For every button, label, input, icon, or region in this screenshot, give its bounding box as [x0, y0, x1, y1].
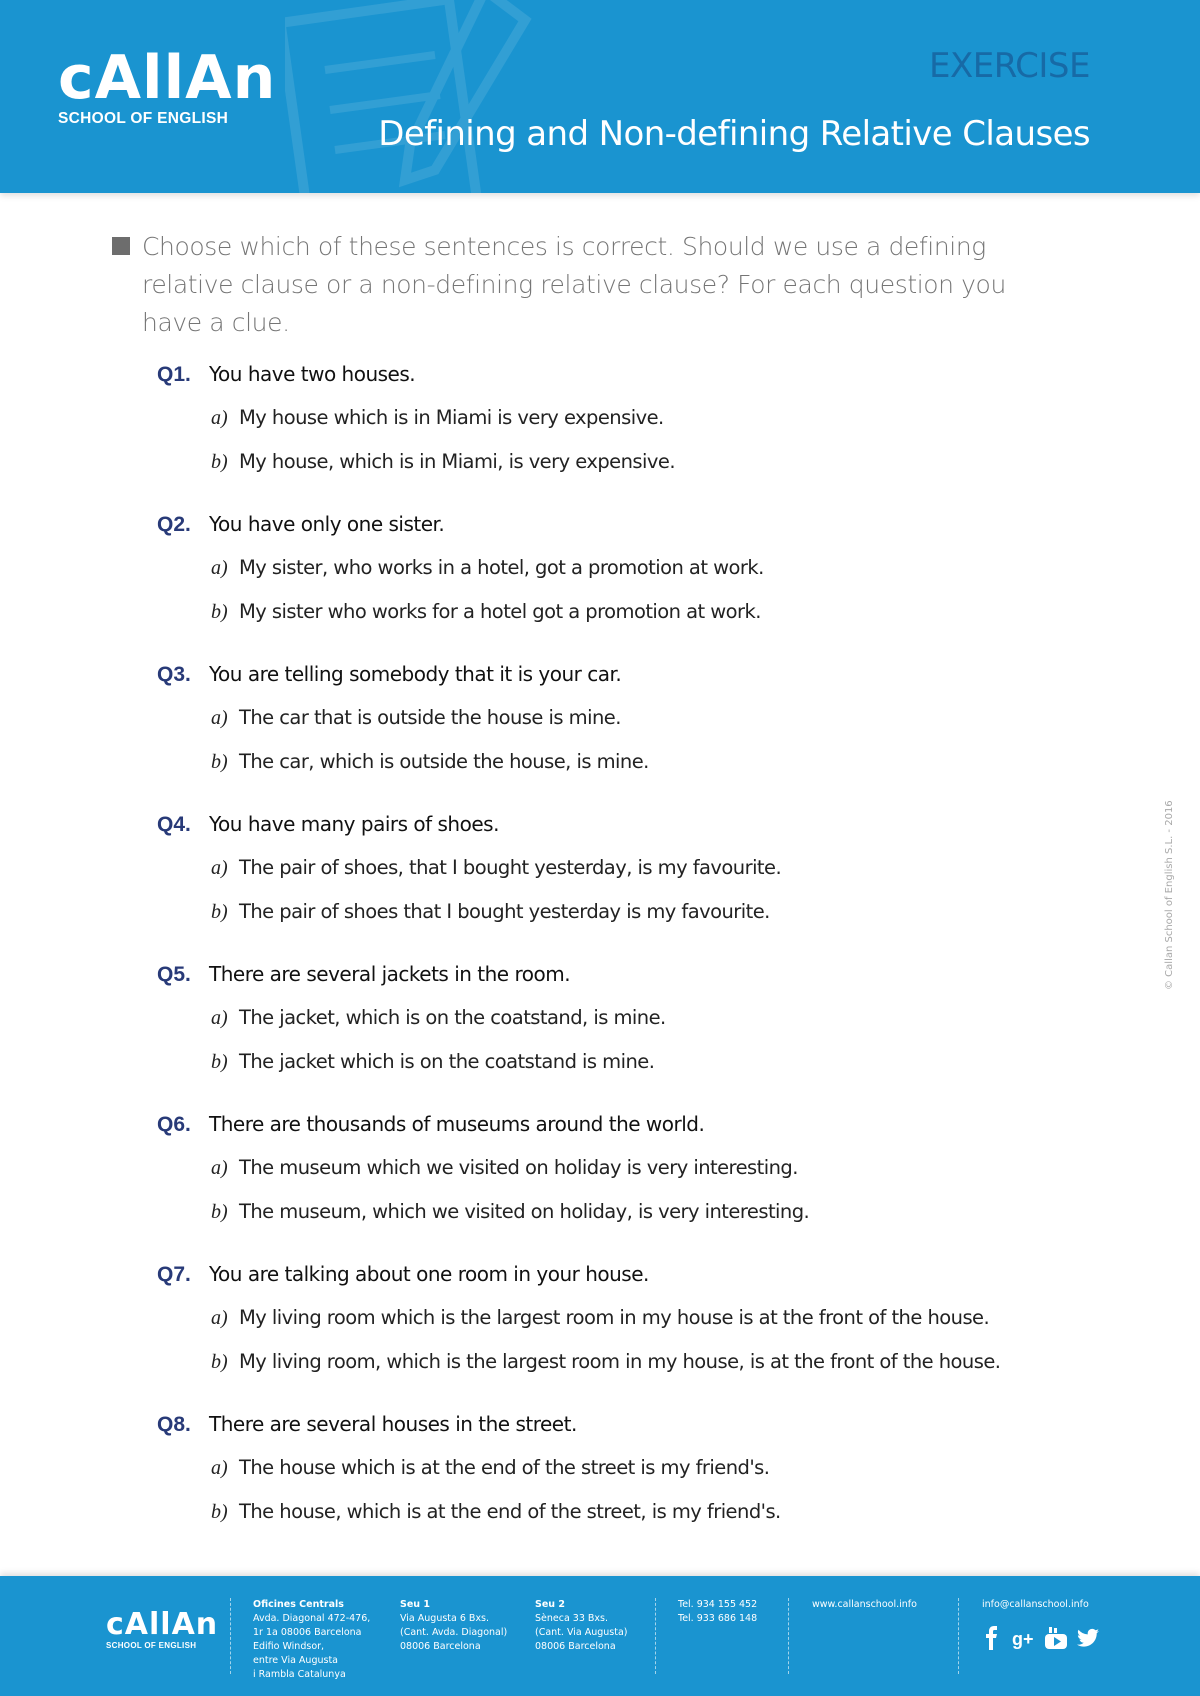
option-a[interactable] [211, 1306, 1057, 1336]
header-banner [0, 0, 1200, 193]
svg-text:g+: g+ [1012, 1629, 1034, 1649]
office-line: Edifio Windsor, [253, 1641, 325, 1652]
option-letter: a) [211, 1007, 228, 1029]
option-b[interactable] [211, 900, 1057, 930]
option-letter: a) [211, 857, 228, 879]
social-icons [980, 1626, 1100, 1650]
question-number: Q6. [157, 1113, 191, 1136]
option-a[interactable] [211, 406, 1057, 436]
seu1-line: Via Augusta 6 Bxs. [400, 1613, 490, 1624]
seu2-title: Seu 2 [535, 1599, 565, 1610]
option-a[interactable] [211, 706, 1057, 736]
option-letter: a) [211, 1457, 228, 1479]
option-a[interactable] [211, 1156, 1057, 1186]
question-prompt: You have only one sister. [209, 512, 445, 536]
question-5 [157, 962, 1057, 1080]
option-a[interactable] [211, 1456, 1057, 1486]
footer-main-office [253, 1598, 370, 1682]
option-a[interactable] [211, 556, 1057, 586]
question-6 [157, 1112, 1057, 1230]
option-text: My sister who works for a hotel got a promotion at work. [239, 600, 761, 623]
seu1-line: (Cant. Avda. Diagonal) [400, 1627, 508, 1638]
footer-seu-2 [535, 1598, 628, 1654]
option-letter: a) [211, 1307, 228, 1329]
option-text: The car, which is outside the house, is mine. [239, 750, 649, 773]
question-number: Q2. [157, 513, 191, 536]
callan-logo [58, 43, 277, 128]
question-list [157, 362, 1057, 1562]
square-bullet-icon [112, 237, 130, 255]
question-prompt: There are thousands of museums around the world. [209, 1112, 705, 1136]
website-link[interactable]: www.callanschool.info [812, 1599, 917, 1610]
option-text: The jacket which is on the coatstand is mine. [239, 1050, 655, 1073]
question-prompt: You are talking about one room in your house. [209, 1262, 649, 1286]
question-3 [157, 662, 1057, 780]
question-number: Q4. [157, 813, 191, 836]
option-text: My house which is in Miami is very expensive. [239, 406, 664, 429]
footer-divider [655, 1598, 656, 1674]
option-text: The jacket, which is on the coatstand, is mine. [239, 1006, 666, 1029]
option-letter: b) [211, 601, 228, 623]
google-plus-icon[interactable] [1012, 1626, 1036, 1650]
footer-callan-logo [106, 1607, 219, 1650]
option-text: The house which is at the end of the street is my friend's. [239, 1456, 770, 1479]
seu1-line: 08006 Barcelona [400, 1641, 481, 1652]
option-text: The pair of shoes that I bought yesterday is my favourite. [239, 900, 770, 923]
question-prompt: You are telling somebody that it is your car. [209, 662, 622, 686]
seu2-line: (Cant. Via Augusta) [535, 1627, 628, 1638]
footer-divider [788, 1598, 789, 1674]
youtube-icon[interactable] [1044, 1626, 1068, 1650]
email-link[interactable]: info@callanschool.info [982, 1599, 1089, 1610]
footer-divider [958, 1598, 959, 1674]
seu2-line: Sèneca 33 Bxs. [535, 1613, 609, 1624]
footer-phones [678, 1598, 757, 1626]
option-b[interactable] [211, 1500, 1057, 1530]
question-number: Q8. [157, 1413, 191, 1436]
option-letter: a) [211, 707, 228, 729]
question-number: Q1. [157, 363, 191, 386]
option-letter: a) [211, 407, 228, 429]
footer-email [982, 1598, 1089, 1612]
option-b[interactable] [211, 1200, 1057, 1230]
option-text: The museum which we visited on holiday is very interesting. [239, 1156, 798, 1179]
phone-number[interactable]: Tel. 934 155 452 [678, 1599, 758, 1610]
option-a[interactable] [211, 856, 1057, 886]
exercise-label: EXERCISE [928, 46, 1090, 86]
option-letter: b) [211, 1051, 228, 1073]
footer-website [812, 1598, 917, 1612]
question-prompt: You have many pairs of shoes. [209, 812, 499, 836]
option-a[interactable] [211, 1006, 1057, 1036]
office-line: Avda. Diagonal 472-476, [253, 1613, 371, 1624]
logo-tagline: SCHOOL OF ENGLISH [58, 110, 229, 127]
option-b[interactable] [211, 1350, 1057, 1380]
question-number: Q5. [157, 963, 191, 986]
office-title: Oficines Centrals [253, 1599, 344, 1610]
instruction-block [112, 228, 1012, 342]
question-prompt: You have two houses. [209, 362, 416, 386]
option-text: My living room, which is the largest room in my house, is at the front of the house. [239, 1350, 1001, 1373]
option-letter: a) [211, 1157, 228, 1179]
option-letter: b) [211, 1201, 228, 1223]
question-4 [157, 812, 1057, 930]
option-text: The car that is outside the house is mine. [239, 706, 621, 729]
seu2-line: 08006 Barcelona [535, 1641, 616, 1652]
seu1-title: Seu 1 [400, 1599, 430, 1610]
phone-number[interactable]: Tel. 933 686 148 [678, 1613, 758, 1624]
footer-logo-wordmark: cAllAn [106, 1607, 219, 1642]
footer-seu-1 [400, 1598, 507, 1654]
option-letter: b) [211, 451, 228, 473]
option-b[interactable] [211, 450, 1057, 480]
option-letter: b) [211, 1501, 228, 1523]
question-2 [157, 512, 1057, 630]
option-text: The pair of shoes, that I bought yesterday, is my favourite. [239, 856, 782, 879]
question-1 [157, 362, 1057, 480]
option-text: My living room which is the largest room in my house is at the front of the house. [239, 1306, 990, 1329]
question-number: Q3. [157, 663, 191, 686]
option-b[interactable] [211, 1050, 1057, 1080]
twitter-icon[interactable] [1076, 1626, 1100, 1650]
option-b[interactable] [211, 600, 1057, 630]
option-b[interactable] [211, 750, 1057, 780]
question-7 [157, 1262, 1057, 1380]
office-line: 1r 1a 08006 Barcelona [253, 1627, 362, 1638]
copyright-notice: © Callan School of English S.L. - 2016 [1164, 800, 1175, 990]
option-letter: b) [211, 751, 228, 773]
option-letter: b) [211, 901, 228, 923]
option-text: The house, which is at the end of the street, is my friend's. [239, 1500, 781, 1523]
question-prompt: There are several jackets in the room. [209, 962, 571, 986]
question-8 [157, 1412, 1057, 1530]
option-text: The museum, which we visited on holiday, is very interesting. [239, 1200, 810, 1223]
logo-wordmark: cAllAn [58, 43, 277, 113]
option-text: My sister, who works in a hotel, got a promotion at work. [239, 556, 764, 579]
option-text: My house, which is in Miami, is very expensive. [239, 450, 675, 473]
option-letter: b) [211, 1351, 228, 1373]
facebook-icon[interactable] [980, 1626, 1004, 1650]
notepad-pencil-watermark-icon [285, 0, 535, 193]
office-line: i Rambla Catalunya [253, 1669, 346, 1680]
instruction-text: Choose which of these sentences is correct. Should we use a defining relative clause or a non-defining relative clause? For each question you have a clue. [142, 232, 1006, 337]
footer-logo-tagline: SCHOOL OF ENGLISH [106, 1641, 197, 1650]
question-prompt: There are several houses in the street. [209, 1412, 577, 1436]
footer-divider [230, 1598, 231, 1674]
question-number: Q7. [157, 1263, 191, 1286]
footer-banner [0, 1576, 1200, 1696]
option-letter: a) [211, 557, 228, 579]
page-title: Defining and Non-defining Relative Clauses [378, 114, 1090, 154]
office-line: entre Via Augusta [253, 1655, 338, 1666]
